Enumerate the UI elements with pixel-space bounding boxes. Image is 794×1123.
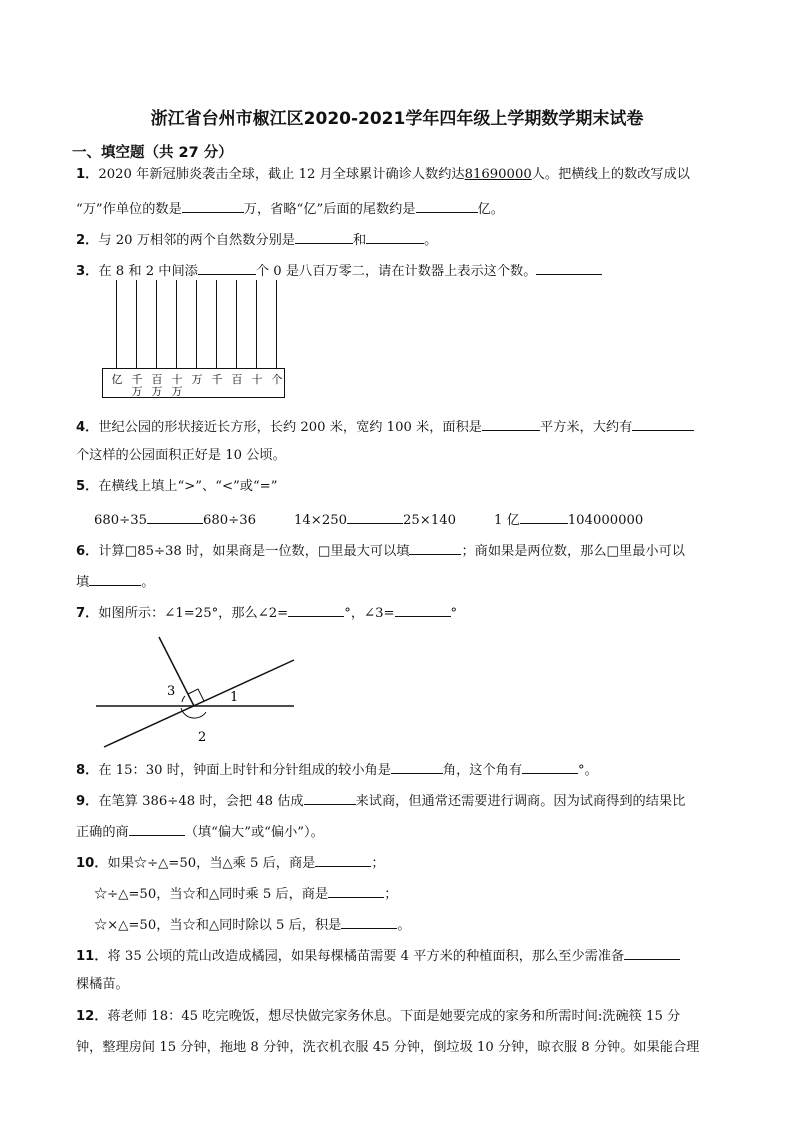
answer-blank[interactable] (395, 602, 451, 617)
question-number: 12． (76, 1009, 108, 1024)
answer-blank[interactable] (341, 914, 397, 929)
question-number: 11． (76, 949, 108, 964)
answer-blank[interactable] (416, 198, 478, 213)
question-4-line-1: 4．世纪公园的形状接近长方形，长约 200 米，宽约 100 米，面积是 平方米，大约有 (76, 416, 694, 437)
abacus-label: 十 (251, 373, 263, 386)
comparison-1: 680÷35 680÷36 (94, 509, 256, 530)
answer-blank[interactable] (391, 759, 443, 774)
angle-figure (96, 630, 301, 750)
abacus-rod[interactable] (276, 280, 277, 368)
counter-abacus (102, 280, 285, 398)
question-number: 7． (76, 606, 99, 621)
angle-label-2: 2 (198, 730, 207, 745)
angle-arc (182, 696, 185, 702)
answer-blank[interactable] (182, 198, 244, 213)
question-number: 2． (76, 233, 99, 248)
answer-blank[interactable] (536, 260, 602, 275)
question-1-line-1: 1．2020 年新冠肺炎袭击全球，截止 12 月全球累计确诊人数约达81690000人。把横线上的数改写成以 (76, 167, 690, 182)
answer-blank[interactable] (520, 509, 568, 524)
answer-blank[interactable] (304, 790, 356, 805)
question-number: 1． (76, 167, 99, 182)
abacus-rod[interactable] (216, 280, 217, 368)
angle-label-1: 1 (230, 690, 239, 705)
question-number: 3． (76, 264, 99, 279)
question-8: 8．在 15：30 时，钟面上时针和分针组成的较小角是 角，这个角有 °。 (76, 759, 598, 780)
abacus-rod[interactable] (196, 280, 197, 368)
answer-blank[interactable] (328, 883, 384, 898)
abacus-rod[interactable] (136, 280, 137, 368)
question-12-line-1: 12．蒋老师 18：45 吃完晚饭，想尽快做完家务休息。下面是她要完成的家务和所需时间:洗碗筷 15 分 (76, 1009, 681, 1024)
page-title: 浙江省台州市椒江区2020-2021学年四年级上学期数学期末试卷 (150, 109, 644, 129)
question-6-line-2: 填 。 (76, 571, 154, 592)
answer-blank[interactable] (366, 229, 424, 244)
answer-blank[interactable] (347, 509, 403, 524)
answer-blank[interactable] (89, 571, 141, 586)
answer-blank[interactable] (147, 509, 203, 524)
question-2: 2．与 20 万相邻的两个自然数分别是 和 。 (76, 229, 437, 250)
question-1-line-2: “万”作单位的数是 万，省略“亿”后面的尾数约是 亿。 (76, 198, 504, 219)
question-11-line-1: 11．将 35 公顷的荒山改造成橘园，如果每棵橘苗需要 4 平方米的种植面积，那么至少需准备 (76, 945, 680, 966)
question-number: 10． (76, 856, 108, 871)
comparison-3: 1 亿 104000000 (494, 509, 643, 530)
abacus-rod[interactable] (236, 280, 237, 368)
question-3: 3．在 8 和 2 中间添 个 0 是八百万零二，请在计数器上表示这个数。 (76, 260, 602, 281)
comparison-2: 14×250 25×140 (294, 509, 456, 530)
question-number: 5． (76, 479, 99, 494)
answer-blank[interactable] (315, 852, 371, 867)
abacus-label: 十万 (171, 373, 183, 398)
angle-label-3: 3 (167, 684, 176, 699)
question-10-line-2: ☆÷△=50，当☆和△同时乘 5 后，商是 ； (94, 883, 397, 904)
underlined-value: 81690000 (464, 167, 532, 182)
answer-blank[interactable] (288, 602, 344, 617)
answer-blank[interactable] (522, 759, 578, 774)
question-number: 9． (76, 794, 99, 809)
section-heading: 一、填空题（共 27 分） (72, 145, 233, 161)
abacus-rod[interactable] (256, 280, 257, 368)
question-11-line-2: 棵橘苗。 (76, 977, 129, 992)
abacus-label: 万 (191, 373, 203, 386)
question-number: 6． (76, 544, 99, 559)
abacus-label: 千 (211, 373, 223, 386)
perpendicular-ray (159, 637, 194, 706)
abacus-rod[interactable] (176, 280, 177, 368)
abacus-label: 亿 (111, 373, 123, 386)
abacus-label: 个 (271, 373, 283, 386)
answer-blank[interactable] (624, 945, 680, 960)
question-5: 5．在横线上填上“>”、“<”或“=” (76, 479, 278, 494)
question-9-line-1: 9．在笔算 386÷48 时，会把 48 估成 来试商，但通常还需要进行调商。因为试商得到的结果比 (76, 790, 685, 811)
question-9-line-2: 正确的商 （填“偏大”或“偏小”）。 (76, 821, 324, 842)
answer-blank[interactable] (409, 540, 461, 555)
question-number: 4． (76, 420, 99, 435)
abacus-label: 百万 (151, 373, 163, 398)
question-number: 8． (76, 763, 99, 778)
answer-blank[interactable] (482, 416, 540, 431)
abacus-rod[interactable] (156, 280, 157, 368)
abacus-label: 百 (231, 373, 243, 386)
abacus-rod[interactable] (116, 280, 117, 368)
question-10-line-1: 10．如果☆÷△=50，当△乘 5 后，商是 ； (76, 852, 385, 873)
answer-blank[interactable] (632, 416, 694, 431)
answer-blank[interactable] (129, 821, 185, 836)
question-7: 7．如图所示：∠1=25°，那么∠2= °，∠3= ° (76, 602, 457, 623)
question-6-line-1: 6．计算□85÷38 时，如果商是一位数，□里最大可以填 ；商如果是两位数，那么□里最小可以 (76, 540, 685, 561)
abacus-label: 千万 (131, 373, 143, 398)
answer-blank[interactable] (198, 260, 256, 275)
answer-blank[interactable] (295, 229, 353, 244)
question-10-line-3: ☆×△=50，当☆和△同时除以 5 后，积是 。 (94, 914, 411, 935)
question-12-line-2: 钟，整理房间 15 分钟，拖地 8 分钟，洗衣机衣服 45 分钟，倒垃圾 10 分钟，晾衣服 8 分钟。如果能合理 (76, 1040, 700, 1055)
question-4-line-2: 个这样的公园面积正好是 10 公顷。 (76, 448, 286, 463)
